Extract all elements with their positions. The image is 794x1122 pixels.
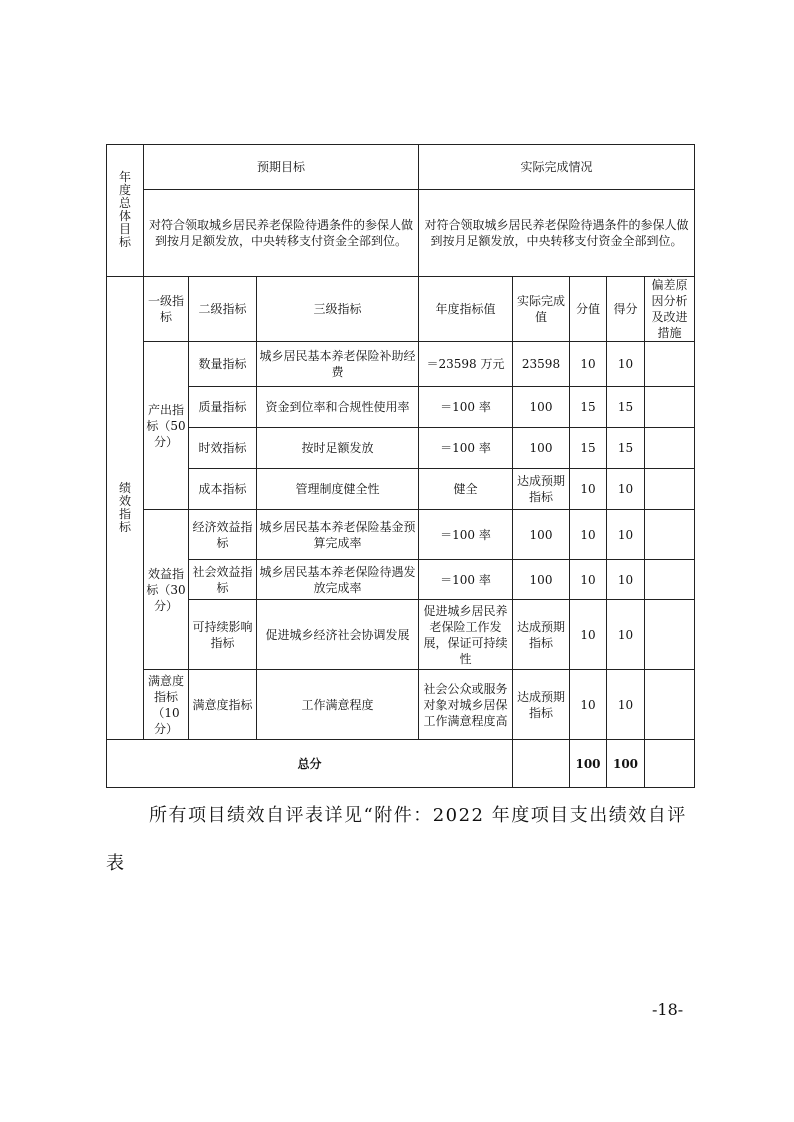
perf-label-cell: 绩效指标 — [107, 277, 144, 740]
row-score: 10 — [607, 342, 645, 387]
row-score: 10 — [607, 560, 645, 600]
row-actual: 23598 — [513, 342, 570, 387]
row-level3: 城乡居民基本养老保险补助经费 — [257, 342, 419, 387]
performance-table — [106, 144, 695, 788]
row-points: 10 — [570, 469, 607, 510]
row-actual: 达成预期指标 — [513, 469, 570, 510]
total-points: 100 — [570, 740, 607, 788]
row-deviation — [645, 510, 695, 560]
row-points: 10 — [570, 600, 607, 670]
row-points: 15 — [570, 387, 607, 428]
row-target: 社会公众或服务对象对城乡居保工作满意程度高 — [419, 670, 513, 740]
header-points: 分值 — [570, 277, 607, 342]
table-row — [107, 560, 695, 600]
total-label: 总分 — [107, 740, 513, 788]
row-level3: 按时足额发放 — [257, 428, 419, 469]
expected-header: 预期目标 — [144, 145, 419, 190]
header-level3: 三级指标 — [257, 277, 419, 342]
row-target: ＝100 率 — [419, 428, 513, 469]
row-level2: 成本指标 — [189, 469, 257, 510]
row-level3: 城乡居民基本养老保险基金预算完成率 — [257, 510, 419, 560]
row-level2: 社会效益指标 — [189, 560, 257, 600]
row-level2: 可持续影响指标 — [189, 600, 257, 670]
row-points: 10 — [570, 510, 607, 560]
page-number: -18- — [652, 1000, 684, 1019]
row-deviation — [645, 428, 695, 469]
row-level2: 满意度指标 — [189, 670, 257, 740]
row-points: 15 — [570, 428, 607, 469]
table-row — [107, 469, 695, 510]
row-deviation — [645, 469, 695, 510]
row-target: 健全 — [419, 469, 513, 510]
table-row — [107, 387, 695, 428]
row-level2: 经济效益指标 — [189, 510, 257, 560]
row-actual: 100 — [513, 510, 570, 560]
row-target: ＝100 率 — [419, 387, 513, 428]
header-target: 年度指标值 — [419, 277, 513, 342]
row-level2: 数量指标 — [189, 342, 257, 387]
group-satisfaction: 满意度指标（10分） — [144, 670, 189, 740]
total-score: 100 — [607, 740, 645, 788]
row-level3: 城乡居民基本养老保险待遇发放完成率 — [257, 560, 419, 600]
annual-goal-label-cell: 年度总体目标 — [107, 145, 144, 277]
row-actual: 达成预期指标 — [513, 600, 570, 670]
header-level1: 一级指标 — [144, 277, 189, 342]
header-score: 得分 — [607, 277, 645, 342]
row-level2: 时效指标 — [189, 428, 257, 469]
row-level3: 资金到位率和合规性使用率 — [257, 387, 419, 428]
table-row — [107, 510, 695, 560]
group-output: 产出指标（50分） — [144, 342, 189, 510]
table-row — [107, 342, 695, 387]
total-deviation — [645, 740, 695, 788]
row-target: 促进城乡居民养老保险工作发展，保证可持续性 — [419, 600, 513, 670]
row-deviation — [645, 600, 695, 670]
row-score: 10 — [607, 510, 645, 560]
header-level2: 二级指标 — [189, 277, 257, 342]
table-row — [107, 670, 695, 740]
header-actual: 实际完成值 — [513, 277, 570, 342]
row-level2: 质量指标 — [189, 387, 257, 428]
row-actual: 100 — [513, 560, 570, 600]
row-score: 10 — [607, 469, 645, 510]
row-actual: 100 — [513, 387, 570, 428]
actual-header: 实际完成情况 — [419, 145, 695, 190]
row-points: 10 — [570, 342, 607, 387]
row-deviation — [645, 342, 695, 387]
group-benefit: 效益指标（30分） — [144, 510, 189, 670]
header-deviation: 偏差原因分析及改进措施 — [645, 277, 695, 342]
row-actual: 达成预期指标 — [513, 670, 570, 740]
row-level3: 工作满意程度 — [257, 670, 419, 740]
row-score: 10 — [607, 670, 645, 740]
table-row — [107, 600, 695, 670]
row-level3: 管理制度健全性 — [257, 469, 419, 510]
total-empty — [513, 740, 570, 788]
row-deviation — [645, 560, 695, 600]
row-target: ＝100 率 — [419, 510, 513, 560]
attachment-note: 所有项目绩效自评表详见“附件：2022 年度项目支出绩效自评表 — [106, 805, 687, 874]
row-deviation — [645, 670, 695, 740]
row-deviation — [645, 387, 695, 428]
row-actual: 100 — [513, 428, 570, 469]
row-score: 10 — [607, 600, 645, 670]
row-level3: 促进城乡经济社会协调发展 — [257, 600, 419, 670]
total-row — [107, 740, 695, 788]
row-points: 10 — [570, 560, 607, 600]
row-target: ＝23598 万元 — [419, 342, 513, 387]
row-target: ＝100 率 — [419, 560, 513, 600]
row-points: 10 — [570, 670, 607, 740]
table-row — [107, 428, 695, 469]
actual-text: 对符合领取城乡居民养老保险待遇条件的参保人做到按月足额发放，中央转移支付资金全部到位。 — [419, 190, 695, 277]
row-score: 15 — [607, 428, 645, 469]
row-score: 15 — [607, 387, 645, 428]
expected-text: 对符合领取城乡居民养老保险待遇条件的参保人做到按月足额发放，中央转移支付资金全部到位。 — [144, 190, 419, 277]
